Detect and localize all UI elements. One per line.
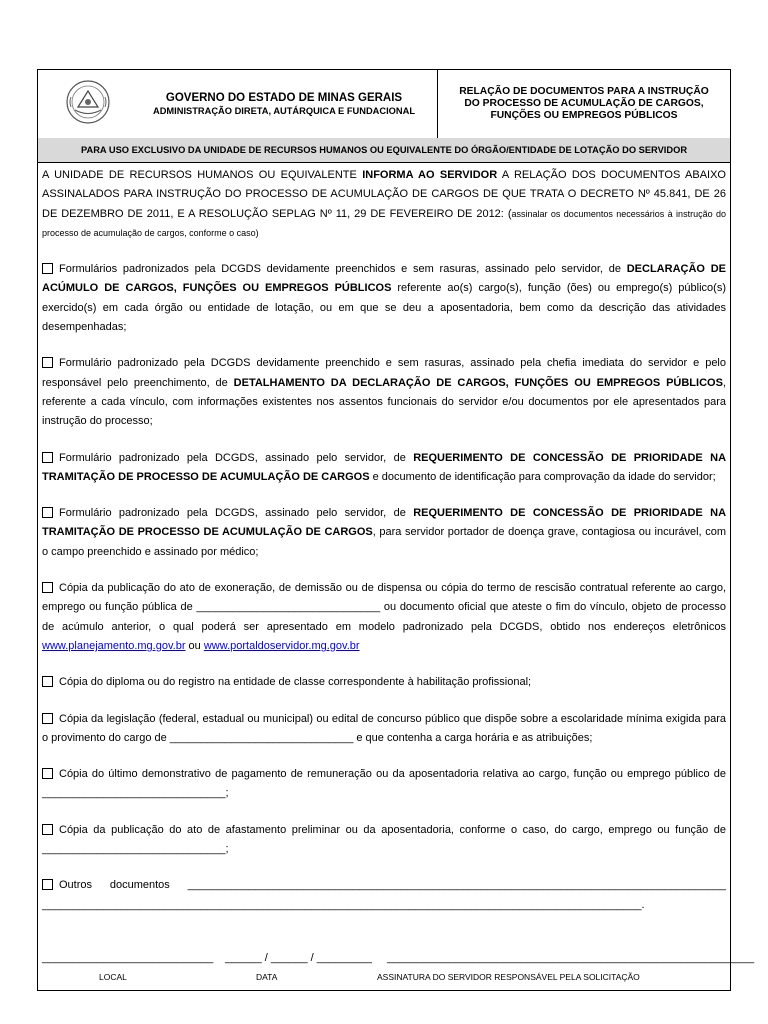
document-item xyxy=(42,504,726,562)
item-text: Formulário padronizado pela DCGDS devidamente preenchido e sem rasuras, assinado pela chefia imediata do servidor e pelo responsável pelo preenchimento, de xyxy=(42,357,726,389)
checkbox[interactable] xyxy=(42,263,53,274)
checkbox[interactable] xyxy=(42,879,53,890)
document-title xyxy=(438,86,730,122)
checkbox[interactable] xyxy=(42,507,53,518)
document-title-line: FUNÇÕES OU EMPREGOS PÚBLICOS xyxy=(490,110,678,121)
government-title: GOVERNO DO ESTADO DE MINAS GERAIS xyxy=(165,92,403,104)
item-text: ou xyxy=(185,639,204,652)
document-item xyxy=(42,579,726,656)
signature-label: ASSINATURA DO SERVIDOR RESPONSÁVEL PELA SOLICITAÇÃO xyxy=(377,972,640,982)
item-text: Cópia do diploma ou do registro na entidade de classe correspondente à habilitação profissional; xyxy=(59,676,532,689)
local-label: LOCAL xyxy=(99,972,127,982)
date-label: DATA xyxy=(256,972,278,982)
intro-text: A RELAÇÃO DOS DOCUMENTOS ABAIXO ASSINALADOS PARA INSTRUÇÃO DO PROCESSO DE ACUMULAÇÃO DE CARGOS DE QUE TRATA O DECRETO Nº 45.841, DE 26 DE DEZEMBRO DE 2011, E A RESOLUÇÃO SEPLAG Nº 11, 29 DE FEVEREIRO DE 2012: ( xyxy=(42,169,726,220)
document-item xyxy=(42,710,726,749)
intro-paragraph xyxy=(42,166,726,243)
document-item xyxy=(42,821,726,860)
document-item xyxy=(42,449,726,488)
item-text: e documento de identificação para comprovação da idade do servidor; xyxy=(369,470,716,483)
item-text: Outros documentos ________________________________________________________________________________________ __________________________________________________________________________________________________. xyxy=(42,879,726,911)
intro-bold: INFORMA AO SERVIDOR xyxy=(362,169,498,181)
signature-line[interactable]: ____________________________________________________________ xyxy=(387,952,755,964)
checkbox[interactable] xyxy=(42,676,53,687)
form-body xyxy=(42,166,726,932)
item-text: Formulários padronizados pela DCGDS devidamente preenchidos e sem rasuras, assinado pelo servidor, de xyxy=(59,263,627,276)
document-item xyxy=(42,876,726,915)
item-text: Cópia do último demonstrativo de pagamento de remuneração ou da aposentadoria relativa ao cargo, função ou emprego público de ______________________________; xyxy=(42,768,726,800)
portaldoservidor-link[interactable]: www.portaldoservidor.mg.gov.br xyxy=(203,639,360,652)
planejamento-link[interactable]: www.planejamento.mg.gov.br xyxy=(42,639,186,652)
item-bold: REQUERIMENTO DE CONCESSÃO DE PRIORIDADE NA TRAMITAÇÃO DE PROCESSO DE ACUMULAÇÃO DE CARGOS xyxy=(42,451,727,483)
checkbox[interactable] xyxy=(42,357,53,368)
item-bold: DECLARAÇÃO DE ACÚMULO DE CARGOS, FUNÇÕES OU EMPREGOS PÚBLICOS xyxy=(42,263,726,295)
government-subtitle: ADMINISTRAÇÃO DIRETA, AUTÁRQUICA E FUNDACIONAL xyxy=(152,106,416,116)
document-title-line: DO PROCESSO DE ACUMULAÇÃO DE CARGOS, xyxy=(464,98,704,109)
checkbox[interactable] xyxy=(42,768,53,779)
document-item xyxy=(42,765,726,804)
document-item xyxy=(42,354,726,431)
exclusive-use-band: PARA USO EXCLUSIVO DA UNIDADE DE RECURSOS HUMANOS OU EQUIVALENTE DO ÓRGÃO/ENTIDADE DE LOTAÇÃO DO SERVIDOR xyxy=(38,138,730,163)
document-form xyxy=(37,69,755,991)
checkbox[interactable] xyxy=(42,824,53,835)
item-text: Cópia da publicação do ato de afastamento preliminar ou da aposentadoria, conforme o caso, do cargo, emprego ou função de ______________________________; xyxy=(42,823,726,856)
checkbox[interactable] xyxy=(42,452,53,463)
checkbox[interactable] xyxy=(42,582,53,593)
government-header xyxy=(38,70,438,138)
document-item xyxy=(42,673,726,692)
item-text: referente ao(s) cargo(s), função (ões) ou emprego(s) público(s) exercido(s) em cada órgão ou entidade de lotação, ou em que se deu a aposentadoria, bem como da descrição das atividades desempenhadas; xyxy=(42,282,726,334)
intro-text: A UNIDADE DE RECURSOS HUMANOS OU EQUIVALENTE xyxy=(42,169,363,181)
local-line[interactable]: ____________________________ xyxy=(42,952,214,964)
item-text: Formulário padronizado pela DCGDS, assinado pelo servidor, de xyxy=(59,507,414,520)
item-text: Formulário padronizado pela DCGDS, assinado pelo servidor, de xyxy=(59,451,414,464)
item-bold: DETALHAMENTO DA DECLARAÇÃO DE CARGOS, FUNÇÕES OU EMPREGOS PÚBLICOS xyxy=(233,376,723,389)
document-item xyxy=(42,260,726,337)
intro-note: assinalar os documentos necessários à instrução do processo de acumulação de cargos, conforme o caso) xyxy=(42,208,726,238)
item-text: , referente a cada vínculo, com informações existentes nos assentos funcionais do servidor e/ou documentos por ele apresentados para instrução do processo; xyxy=(42,376,726,428)
item-text: Cópia da publicação do ato de exoneração, de demissão ou de dispensa ou cópia do termo de rescisão contratual referente ao cargo, emprego ou função pública de ______________________________ ou documento oficial que ateste o fim do vínculo, objeto de processo de acúmulo anterior, o qual poderá ser apresentado em modelo padronizado pela DCGDS, obtido nos endereços eletrônicos xyxy=(42,582,726,633)
date-line[interactable]: ______ / ______ / _________ xyxy=(225,952,372,964)
item-text: , para servidor portador de doença grave, contagiosa ou incurável, com o campo preenchido e assinado por médico; xyxy=(42,526,726,558)
form-header xyxy=(38,70,730,139)
checkbox[interactable] xyxy=(42,713,53,724)
item-bold: REQUERIMENTO DE CONCESSÃO DE PRIORIDADE NA TRAMITAÇÃO DE PROCESSO DE ACUMULAÇÃO DE CARGOS xyxy=(42,507,727,539)
state-seal-icon xyxy=(65,79,111,125)
document-title-line: RELAÇÃO DE DOCUMENTOS PARA A INSTRUÇÃO xyxy=(459,86,709,97)
item-text: Cópia da legislação (federal, estadual ou municipal) ou edital de concurso público que dispõe sobre a escolaridade mínima exigida para o provimento do cargo de ______________________________ e que contenha a carga horária e as atribuições; xyxy=(42,712,726,744)
